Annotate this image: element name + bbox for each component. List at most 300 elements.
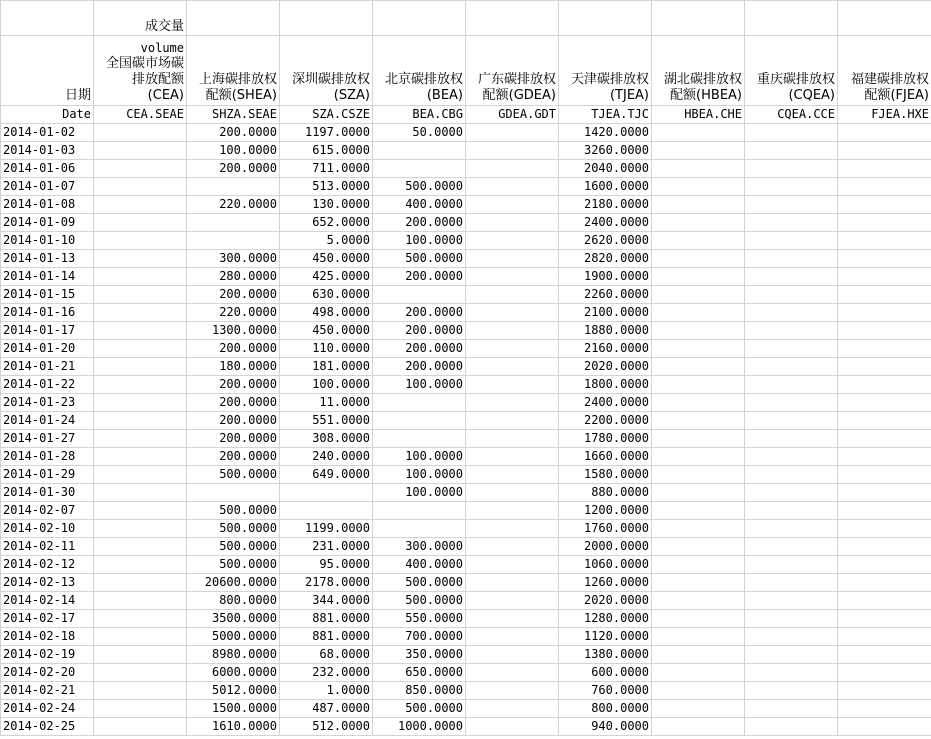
value-cell[interactable]: 700.0000 bbox=[373, 628, 466, 646]
value-cell[interactable]: 500.0000 bbox=[373, 178, 466, 196]
value-cell[interactable] bbox=[652, 160, 745, 178]
value-cell[interactable]: 800.0000 bbox=[559, 700, 652, 718]
value-cell[interactable] bbox=[838, 448, 931, 466]
value-cell[interactable]: 425.0000 bbox=[280, 268, 373, 286]
value-cell[interactable] bbox=[466, 502, 559, 520]
date-cell[interactable]: 2014-02-25 bbox=[1, 718, 94, 736]
date-cell[interactable]: 2014-01-14 bbox=[1, 268, 94, 286]
value-cell[interactable] bbox=[838, 214, 931, 232]
value-cell[interactable]: 180.0000 bbox=[187, 358, 280, 376]
value-cell[interactable]: 500.0000 bbox=[373, 592, 466, 610]
value-cell[interactable] bbox=[466, 178, 559, 196]
column-code-cell[interactable] bbox=[280, 106, 373, 124]
value-cell[interactable]: 600.0000 bbox=[559, 664, 652, 682]
value-cell[interactable] bbox=[94, 574, 187, 592]
value-cell[interactable] bbox=[373, 502, 466, 520]
date-cell[interactable]: 2014-01-28 bbox=[1, 448, 94, 466]
value-cell[interactable]: 400.0000 bbox=[373, 196, 466, 214]
value-cell[interactable]: 500.0000 bbox=[373, 250, 466, 268]
value-cell[interactable]: 200.0000 bbox=[187, 394, 280, 412]
value-cell[interactable] bbox=[466, 358, 559, 376]
value-cell[interactable] bbox=[466, 664, 559, 682]
value-cell[interactable] bbox=[280, 502, 373, 520]
cell-empty[interactable] bbox=[559, 1, 652, 36]
value-cell[interactable] bbox=[745, 196, 838, 214]
value-cell[interactable] bbox=[466, 142, 559, 160]
value-cell[interactable] bbox=[94, 412, 187, 430]
date-cell[interactable]: 2014-01-09 bbox=[1, 214, 94, 232]
value-cell[interactable] bbox=[745, 718, 838, 736]
value-cell[interactable] bbox=[745, 556, 838, 574]
value-cell[interactable] bbox=[838, 574, 931, 592]
value-cell[interactable] bbox=[466, 214, 559, 232]
value-cell[interactable] bbox=[838, 538, 931, 556]
value-cell[interactable] bbox=[838, 124, 931, 142]
value-cell[interactable]: 200.0000 bbox=[187, 430, 280, 448]
date-cell[interactable]: 2014-01-02 bbox=[1, 124, 94, 142]
value-cell[interactable]: 3500.0000 bbox=[187, 610, 280, 628]
value-cell[interactable] bbox=[466, 556, 559, 574]
value-cell[interactable] bbox=[652, 502, 745, 520]
value-cell[interactable] bbox=[94, 160, 187, 178]
cell-empty[interactable] bbox=[373, 1, 466, 36]
value-cell[interactable] bbox=[652, 556, 745, 574]
value-cell[interactable] bbox=[466, 340, 559, 358]
value-cell[interactable] bbox=[466, 520, 559, 538]
value-cell[interactable]: 500.0000 bbox=[187, 466, 280, 484]
value-cell[interactable]: 3260.0000 bbox=[559, 142, 652, 160]
value-cell[interactable] bbox=[838, 520, 931, 538]
date-cell[interactable]: 2014-02-10 bbox=[1, 520, 94, 538]
value-cell[interactable]: 200.0000 bbox=[187, 376, 280, 394]
value-cell[interactable] bbox=[466, 412, 559, 430]
value-cell[interactable] bbox=[745, 376, 838, 394]
value-cell[interactable] bbox=[466, 268, 559, 286]
value-cell[interactable] bbox=[466, 628, 559, 646]
date-cell[interactable]: 2014-01-03 bbox=[1, 142, 94, 160]
value-cell[interactable] bbox=[652, 538, 745, 556]
value-cell[interactable]: 11.0000 bbox=[280, 394, 373, 412]
value-cell[interactable]: 1880.0000 bbox=[559, 322, 652, 340]
value-cell[interactable] bbox=[745, 358, 838, 376]
value-cell[interactable] bbox=[466, 196, 559, 214]
value-cell[interactable]: 350.0000 bbox=[373, 646, 466, 664]
value-cell[interactable]: 1420.0000 bbox=[559, 124, 652, 142]
value-cell[interactable]: 1000.0000 bbox=[373, 718, 466, 736]
value-cell[interactable]: 550.0000 bbox=[373, 610, 466, 628]
column-code-cell[interactable] bbox=[187, 106, 280, 124]
value-cell[interactable]: 5.0000 bbox=[280, 232, 373, 250]
value-cell[interactable] bbox=[745, 682, 838, 700]
value-cell[interactable] bbox=[466, 304, 559, 322]
value-cell[interactable] bbox=[652, 178, 745, 196]
value-cell[interactable] bbox=[94, 124, 187, 142]
value-cell[interactable] bbox=[745, 448, 838, 466]
value-cell[interactable]: 498.0000 bbox=[280, 304, 373, 322]
value-cell[interactable] bbox=[94, 232, 187, 250]
value-cell[interactable]: 1800.0000 bbox=[559, 376, 652, 394]
value-cell[interactable]: 2260.0000 bbox=[559, 286, 652, 304]
value-cell[interactable] bbox=[745, 340, 838, 358]
date-cell[interactable]: 2014-02-14 bbox=[1, 592, 94, 610]
value-cell[interactable] bbox=[94, 448, 187, 466]
value-cell[interactable] bbox=[745, 610, 838, 628]
value-cell[interactable]: 630.0000 bbox=[280, 286, 373, 304]
value-cell[interactable] bbox=[652, 358, 745, 376]
value-cell[interactable]: 881.0000 bbox=[280, 610, 373, 628]
value-cell[interactable] bbox=[652, 646, 745, 664]
value-cell[interactable] bbox=[745, 430, 838, 448]
value-cell[interactable] bbox=[466, 448, 559, 466]
value-cell[interactable]: 181.0000 bbox=[280, 358, 373, 376]
value-cell[interactable] bbox=[373, 394, 466, 412]
value-cell[interactable] bbox=[745, 700, 838, 718]
value-cell[interactable] bbox=[466, 718, 559, 736]
value-cell[interactable]: 200.0000 bbox=[187, 340, 280, 358]
value-cell[interactable] bbox=[838, 412, 931, 430]
value-cell[interactable]: 649.0000 bbox=[280, 466, 373, 484]
value-cell[interactable]: 2620.0000 bbox=[559, 232, 652, 250]
value-cell[interactable]: 500.0000 bbox=[187, 556, 280, 574]
value-cell[interactable] bbox=[652, 628, 745, 646]
value-cell[interactable] bbox=[94, 466, 187, 484]
value-cell[interactable] bbox=[838, 376, 931, 394]
value-cell[interactable]: 500.0000 bbox=[187, 538, 280, 556]
value-cell[interactable] bbox=[187, 178, 280, 196]
value-cell[interactable] bbox=[838, 592, 931, 610]
value-cell[interactable] bbox=[373, 412, 466, 430]
value-cell[interactable] bbox=[466, 394, 559, 412]
value-cell[interactable] bbox=[652, 700, 745, 718]
value-cell[interactable]: 513.0000 bbox=[280, 178, 373, 196]
value-cell[interactable] bbox=[466, 430, 559, 448]
value-cell[interactable]: 280.0000 bbox=[187, 268, 280, 286]
value-cell[interactable]: 880.0000 bbox=[559, 484, 652, 502]
value-cell[interactable]: 300.0000 bbox=[187, 250, 280, 268]
value-cell[interactable]: 760.0000 bbox=[559, 682, 652, 700]
title-cell[interactable] bbox=[94, 1, 187, 36]
value-cell[interactable]: 6000.0000 bbox=[187, 664, 280, 682]
value-cell[interactable] bbox=[94, 556, 187, 574]
value-cell[interactable] bbox=[745, 664, 838, 682]
value-cell[interactable] bbox=[94, 268, 187, 286]
value-cell[interactable] bbox=[745, 142, 838, 160]
value-cell[interactable]: 232.0000 bbox=[280, 664, 373, 682]
cell-empty[interactable] bbox=[652, 1, 745, 36]
value-cell[interactable] bbox=[838, 718, 931, 736]
value-cell[interactable] bbox=[652, 484, 745, 502]
value-cell[interactable] bbox=[745, 592, 838, 610]
value-cell[interactable]: 1060.0000 bbox=[559, 556, 652, 574]
date-cell[interactable]: 2014-02-24 bbox=[1, 700, 94, 718]
value-cell[interactable]: 1200.0000 bbox=[559, 502, 652, 520]
value-cell[interactable]: 881.0000 bbox=[280, 628, 373, 646]
date-cell[interactable]: 2014-02-13 bbox=[1, 574, 94, 592]
value-cell[interactable] bbox=[745, 628, 838, 646]
value-cell[interactable]: 650.0000 bbox=[373, 664, 466, 682]
value-cell[interactable] bbox=[187, 484, 280, 502]
value-cell[interactable] bbox=[373, 520, 466, 538]
column-header-shza-seae[interactable] bbox=[187, 36, 280, 106]
value-cell[interactable] bbox=[466, 232, 559, 250]
value-cell[interactable] bbox=[373, 160, 466, 178]
value-cell[interactable]: 200.0000 bbox=[373, 358, 466, 376]
value-cell[interactable] bbox=[745, 412, 838, 430]
value-cell[interactable]: 2100.0000 bbox=[559, 304, 652, 322]
column-code-cell[interactable] bbox=[94, 106, 187, 124]
value-cell[interactable] bbox=[745, 304, 838, 322]
date-cell[interactable]: 2014-01-23 bbox=[1, 394, 94, 412]
value-cell[interactable] bbox=[94, 196, 187, 214]
value-cell[interactable] bbox=[94, 628, 187, 646]
value-cell[interactable]: 2180.0000 bbox=[559, 196, 652, 214]
column-header-cqea-cce[interactable] bbox=[745, 36, 838, 106]
value-cell[interactable]: 200.0000 bbox=[373, 304, 466, 322]
value-cell[interactable] bbox=[745, 268, 838, 286]
value-cell[interactable] bbox=[94, 682, 187, 700]
value-cell[interactable] bbox=[373, 430, 466, 448]
date-cell[interactable]: 2014-02-18 bbox=[1, 628, 94, 646]
value-cell[interactable] bbox=[652, 286, 745, 304]
value-cell[interactable] bbox=[652, 466, 745, 484]
value-cell[interactable]: 100.0000 bbox=[373, 448, 466, 466]
value-cell[interactable]: 2820.0000 bbox=[559, 250, 652, 268]
value-cell[interactable] bbox=[652, 520, 745, 538]
value-cell[interactable]: 800.0000 bbox=[187, 592, 280, 610]
date-cell[interactable]: 2014-01-22 bbox=[1, 376, 94, 394]
value-cell[interactable] bbox=[838, 250, 931, 268]
cell-empty[interactable] bbox=[466, 1, 559, 36]
value-cell[interactable]: 50.0000 bbox=[373, 124, 466, 142]
value-cell[interactable] bbox=[838, 196, 931, 214]
value-cell[interactable]: 240.0000 bbox=[280, 448, 373, 466]
value-cell[interactable] bbox=[838, 556, 931, 574]
value-cell[interactable] bbox=[652, 592, 745, 610]
value-cell[interactable]: 1260.0000 bbox=[559, 574, 652, 592]
value-cell[interactable] bbox=[838, 358, 931, 376]
value-cell[interactable]: 551.0000 bbox=[280, 412, 373, 430]
value-cell[interactable]: 130.0000 bbox=[280, 196, 373, 214]
value-cell[interactable] bbox=[466, 682, 559, 700]
value-cell[interactable] bbox=[466, 538, 559, 556]
value-cell[interactable] bbox=[838, 340, 931, 358]
value-cell[interactable]: 1660.0000 bbox=[559, 448, 652, 466]
value-cell[interactable] bbox=[94, 520, 187, 538]
value-cell[interactable]: 450.0000 bbox=[280, 250, 373, 268]
date-code-cell[interactable] bbox=[1, 106, 94, 124]
cell-empty[interactable] bbox=[745, 1, 838, 36]
value-cell[interactable] bbox=[94, 592, 187, 610]
value-cell[interactable] bbox=[280, 484, 373, 502]
value-cell[interactable] bbox=[94, 610, 187, 628]
column-code-cell[interactable] bbox=[373, 106, 466, 124]
value-cell[interactable] bbox=[94, 484, 187, 502]
value-cell[interactable] bbox=[652, 682, 745, 700]
value-cell[interactable] bbox=[838, 286, 931, 304]
date-header-cell[interactable] bbox=[1, 36, 94, 106]
value-cell[interactable]: 1199.0000 bbox=[280, 520, 373, 538]
value-cell[interactable]: 1280.0000 bbox=[559, 610, 652, 628]
value-cell[interactable]: 231.0000 bbox=[280, 538, 373, 556]
value-cell[interactable] bbox=[94, 340, 187, 358]
date-cell[interactable]: 2014-02-07 bbox=[1, 502, 94, 520]
value-cell[interactable]: 5000.0000 bbox=[187, 628, 280, 646]
value-cell[interactable]: 200.0000 bbox=[187, 160, 280, 178]
value-cell[interactable] bbox=[94, 430, 187, 448]
value-cell[interactable]: 344.0000 bbox=[280, 592, 373, 610]
value-cell[interactable]: 1900.0000 bbox=[559, 268, 652, 286]
value-cell[interactable] bbox=[838, 700, 931, 718]
value-cell[interactable] bbox=[652, 394, 745, 412]
column-header-sza-csze[interactable] bbox=[280, 36, 373, 106]
value-cell[interactable]: 1600.0000 bbox=[559, 178, 652, 196]
value-cell[interactable]: 1760.0000 bbox=[559, 520, 652, 538]
value-cell[interactable] bbox=[187, 214, 280, 232]
value-cell[interactable]: 2020.0000 bbox=[559, 592, 652, 610]
value-cell[interactable] bbox=[745, 394, 838, 412]
value-cell[interactable] bbox=[745, 160, 838, 178]
value-cell[interactable]: 5012.0000 bbox=[187, 682, 280, 700]
value-cell[interactable]: 850.0000 bbox=[373, 682, 466, 700]
value-cell[interactable] bbox=[838, 160, 931, 178]
value-cell[interactable] bbox=[652, 412, 745, 430]
value-cell[interactable] bbox=[94, 502, 187, 520]
value-cell[interactable] bbox=[94, 376, 187, 394]
value-cell[interactable]: 2160.0000 bbox=[559, 340, 652, 358]
date-cell[interactable]: 2014-01-29 bbox=[1, 466, 94, 484]
value-cell[interactable]: 200.0000 bbox=[187, 412, 280, 430]
value-cell[interactable]: 68.0000 bbox=[280, 646, 373, 664]
value-cell[interactable] bbox=[466, 250, 559, 268]
column-header-hbea-che[interactable] bbox=[652, 36, 745, 106]
value-cell[interactable] bbox=[466, 592, 559, 610]
column-code-cell[interactable] bbox=[838, 106, 931, 124]
value-cell[interactable] bbox=[652, 664, 745, 682]
value-cell[interactable] bbox=[94, 250, 187, 268]
value-cell[interactable] bbox=[94, 394, 187, 412]
value-cell[interactable] bbox=[652, 340, 745, 358]
date-cell[interactable]: 2014-01-06 bbox=[1, 160, 94, 178]
value-cell[interactable]: 1780.0000 bbox=[559, 430, 652, 448]
value-cell[interactable]: 2400.0000 bbox=[559, 394, 652, 412]
value-cell[interactable]: 2200.0000 bbox=[559, 412, 652, 430]
value-cell[interactable] bbox=[466, 484, 559, 502]
value-cell[interactable]: 2178.0000 bbox=[280, 574, 373, 592]
value-cell[interactable] bbox=[466, 160, 559, 178]
value-cell[interactable] bbox=[838, 430, 931, 448]
value-cell[interactable] bbox=[745, 214, 838, 232]
value-cell[interactable] bbox=[94, 718, 187, 736]
value-cell[interactable]: 100.0000 bbox=[373, 376, 466, 394]
value-cell[interactable] bbox=[745, 574, 838, 592]
value-cell[interactable] bbox=[652, 322, 745, 340]
date-cell[interactable]: 2014-01-20 bbox=[1, 340, 94, 358]
value-cell[interactable] bbox=[652, 124, 745, 142]
column-code-cell[interactable] bbox=[745, 106, 838, 124]
value-cell[interactable] bbox=[466, 322, 559, 340]
value-cell[interactable] bbox=[652, 142, 745, 160]
value-cell[interactable] bbox=[745, 322, 838, 340]
value-cell[interactable]: 200.0000 bbox=[187, 124, 280, 142]
value-cell[interactable] bbox=[652, 610, 745, 628]
value-cell[interactable]: 220.0000 bbox=[187, 304, 280, 322]
value-cell[interactable] bbox=[466, 610, 559, 628]
value-cell[interactable]: 100.0000 bbox=[373, 232, 466, 250]
date-cell[interactable]: 2014-01-21 bbox=[1, 358, 94, 376]
cell-empty[interactable] bbox=[187, 1, 280, 36]
value-cell[interactable]: 110.0000 bbox=[280, 340, 373, 358]
value-cell[interactable] bbox=[652, 430, 745, 448]
value-cell[interactable]: 1120.0000 bbox=[559, 628, 652, 646]
value-cell[interactable] bbox=[94, 646, 187, 664]
column-code-cell[interactable] bbox=[466, 106, 559, 124]
value-cell[interactable]: 711.0000 bbox=[280, 160, 373, 178]
date-cell[interactable]: 2014-02-19 bbox=[1, 646, 94, 664]
value-cell[interactable] bbox=[745, 520, 838, 538]
value-cell[interactable] bbox=[652, 250, 745, 268]
value-cell[interactable] bbox=[745, 538, 838, 556]
value-cell[interactable]: 308.0000 bbox=[280, 430, 373, 448]
value-cell[interactable]: 200.0000 bbox=[373, 340, 466, 358]
value-cell[interactable] bbox=[373, 286, 466, 304]
value-cell[interactable]: 500.0000 bbox=[373, 700, 466, 718]
value-cell[interactable] bbox=[838, 304, 931, 322]
value-cell[interactable] bbox=[466, 466, 559, 484]
value-cell[interactable] bbox=[652, 214, 745, 232]
value-cell[interactable]: 8980.0000 bbox=[187, 646, 280, 664]
value-cell[interactable]: 500.0000 bbox=[187, 502, 280, 520]
value-cell[interactable] bbox=[652, 718, 745, 736]
value-cell[interactable] bbox=[838, 682, 931, 700]
value-cell[interactable]: 512.0000 bbox=[280, 718, 373, 736]
value-cell[interactable] bbox=[838, 628, 931, 646]
value-cell[interactable] bbox=[838, 268, 931, 286]
value-cell[interactable] bbox=[745, 484, 838, 502]
column-header-bea-cbg[interactable] bbox=[373, 36, 466, 106]
value-cell[interactable] bbox=[94, 664, 187, 682]
column-header-cea-seae[interactable] bbox=[94, 36, 187, 106]
value-cell[interactable] bbox=[94, 304, 187, 322]
value-cell[interactable]: 1380.0000 bbox=[559, 646, 652, 664]
value-cell[interactable] bbox=[94, 178, 187, 196]
column-header-gdea-gdt[interactable] bbox=[466, 36, 559, 106]
value-cell[interactable] bbox=[745, 232, 838, 250]
value-cell[interactable] bbox=[652, 232, 745, 250]
value-cell[interactable] bbox=[652, 304, 745, 322]
value-cell[interactable] bbox=[745, 286, 838, 304]
date-cell[interactable]: 2014-01-07 bbox=[1, 178, 94, 196]
value-cell[interactable]: 20600.0000 bbox=[187, 574, 280, 592]
value-cell[interactable] bbox=[838, 394, 931, 412]
value-cell[interactable] bbox=[466, 700, 559, 718]
column-code-cell[interactable] bbox=[652, 106, 745, 124]
value-cell[interactable]: 450.0000 bbox=[280, 322, 373, 340]
cell-empty[interactable] bbox=[1, 1, 94, 36]
value-cell[interactable] bbox=[652, 574, 745, 592]
value-cell[interactable]: 100.0000 bbox=[280, 376, 373, 394]
value-cell[interactable] bbox=[94, 142, 187, 160]
value-cell[interactable] bbox=[187, 232, 280, 250]
value-cell[interactable] bbox=[838, 466, 931, 484]
date-cell[interactable]: 2014-01-17 bbox=[1, 322, 94, 340]
value-cell[interactable]: 100.0000 bbox=[187, 142, 280, 160]
cell-empty[interactable] bbox=[838, 1, 931, 36]
value-cell[interactable] bbox=[745, 178, 838, 196]
value-cell[interactable] bbox=[745, 250, 838, 268]
value-cell[interactable] bbox=[838, 610, 931, 628]
value-cell[interactable]: 1300.0000 bbox=[187, 322, 280, 340]
date-cell[interactable]: 2014-02-11 bbox=[1, 538, 94, 556]
